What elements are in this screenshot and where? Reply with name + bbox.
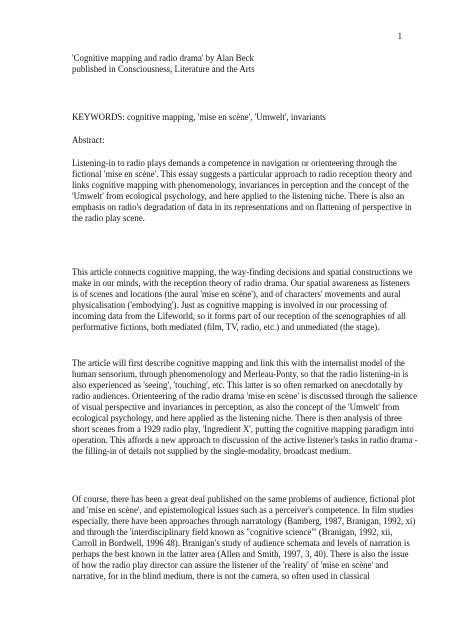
abstract-heading: Abstract: [72,135,105,145]
body-paragraph-1 [72,267,418,333]
paragraph-text: The article will first describe cognitive mapping and link this with the internalist model of the human sensorium, through phenomenology and Merleau-Ponty, so that the radio listening-in is also experienced as 'seeing', 'touching', etc. This latter is so often remarked on anecdotally by radio audiences. Orienteering of the radio drama 'mise en scène' is discussed through the salience of visual perspective and invariances in perception, as also the concept of the 'Umwelt' from ecological psychology, and here applied as the listening niche. There is then analysis of three short scenes from a 1929 radio play, 'Ingredient X', putting the cognitive mapping paradigm into operation. This affords a new approach to discussion of the active listener's tasks in radio drama - the filling-in of details not supplied by the single-modality, broadcast medium. [72,358,418,456]
paragraph-text: Of course, there has been a great deal published on the same problems of audience, fictional plot and 'mise en scène', and epistemological issues such as a perceiver's competence. In film studies especially, there have been approaches through narratology (Bamberg, 1987, Branigan, 1992, xi) and through the 'interdisciplinary field known as "cognitive science"' (Branigan, 1992, xii, Carroll in Bordwell, 1996 48). Branigan's study of audience schemata and levels of narration is perhaps the best known in the latter area (Allen and Smith, 1997, 3, 40). There is also the issue of how the radio play director can assure the listener of the 'reality' of 'mise en scène' and narrative, for in the blind medium, there is not the camera, so often used in classical [72,494,416,581]
abstract-block [72,158,418,224]
keywords-line [72,112,418,123]
abstract-text: Listening-in to radio plays demands a competence in navigation or orienteering through the fictional 'mise en scène'. This essay suggests a particular approach to radio reception theory and links cognitive mapping with phenomenology, invariances in perception and the concept of the 'Umwelt' from ecological psychology, and here applied to the listening niche. There is also an emphasis on radio's degradation of data in its representations and on flattening of perspective in the radio play scene. [72,158,412,223]
paragraph-text: This article connects cognitive mapping, the way-finding decisions and spatial constructions we make in our minds, with the reception theory of radio drama. Our spatial awareness as listeners is of scenes and locations (the aural 'mise en scène'), and of characters' movements and aural physicalisation ('embodying'). Just as cognitive mapping is involved in our processing of incoming data from the Lifeworld, so it forms part of our reception of the scenographies of all performative fictions, both mediated (film, TV, radio, etc.) and unmediated (the stage). [72,267,413,332]
article-title: 'Cognitive mapping and radio drama' by Alan Beck [72,53,254,63]
page-number: 1 [397,31,402,41]
keywords-text: KEYWORDS: cognitive mapping, 'mise en scène', 'Umwelt', invariants [72,112,326,122]
title-block [72,53,418,75]
publication-line: published in Consciousness, Literature and the Arts [72,64,255,74]
body-paragraph-2 [72,358,418,457]
abstract-heading-block [72,135,418,146]
body-paragraph-3 [72,494,418,582]
